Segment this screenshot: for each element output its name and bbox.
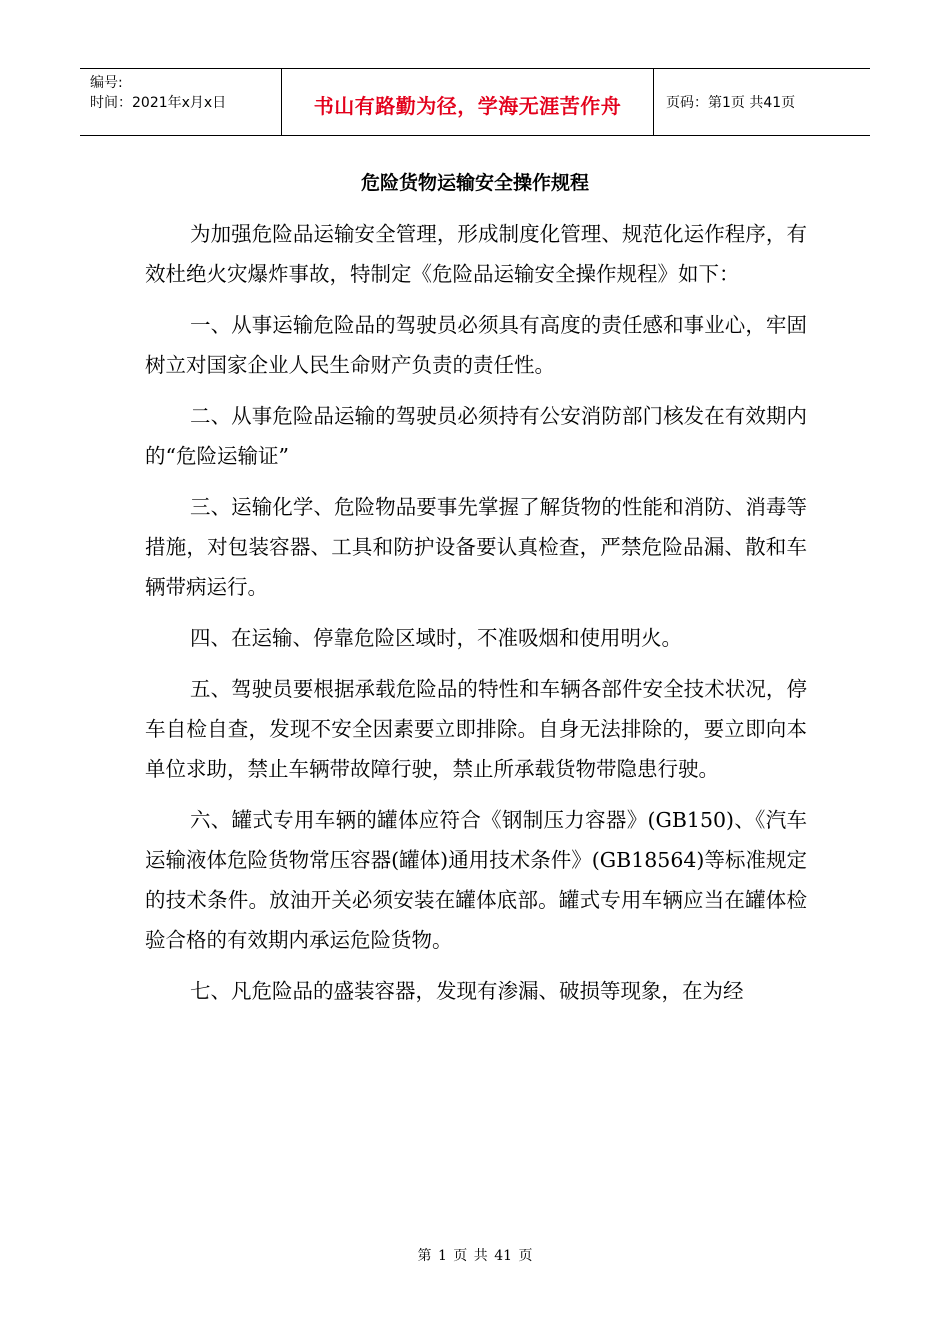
header-page-cell xyxy=(654,69,870,135)
paragraph-2: 二、从事危险品运输的驾驶员必须持有公安消防部门核发在有效期内的“危险运输证” xyxy=(145,404,807,468)
paragraph-6: 六、罐式专用车辆的罐体应符合《钢制压力容器》(GB150)、《汽车运输液体危险货物常压容器(罐体)通用技术条件》(GB18564)等标准规定的技术条件。放油开关必须安装在罐体底部。罐式专用车辆应当在罐体检验合格的有效期内承运危险货物。 xyxy=(145,808,807,952)
paragraph-4: 四、在运输、停靠危险区域时，不准吸烟和使用明火。 xyxy=(190,626,682,650)
number-label: 编号: xyxy=(90,75,123,91)
paragraph-5: 五、驾驶员要根据承载危险品的特性和车辆各部件安全技术状况，停车自检自查，发现不安全因素要立即排除。自身无法排除的，要立即向本单位求助，禁止车辆带故障行驶，禁止所承载货物带隐患行驶。 xyxy=(145,677,807,781)
header-page-info: 页码：第1页 共41页 xyxy=(666,95,796,111)
header-motto-cell xyxy=(281,69,654,135)
document-body xyxy=(145,214,807,1022)
date-label: 时间：2021年x月x日 xyxy=(90,95,227,111)
paragraph-3: 三、运输化学、危险物品要事先掌握了解货物的性能和消防、消毒等措施，对包装容器、工具和防护设备要认真检查，严禁危险品漏、散和车辆带病运行。 xyxy=(145,495,807,599)
paragraph-1: 一、从事运输危险品的驾驶员必须具有高度的责任感和事业心，牢固树立对国家企业人民生命财产负责的责任性。 xyxy=(145,313,807,377)
page-footer: 第 1 页 共 41 页 xyxy=(417,1248,533,1264)
document-title: 危险货物运输安全操作规程 xyxy=(360,172,589,194)
paragraph-7: 七、凡危险品的盛装容器，发现有渗漏、破损等现象，在为经 xyxy=(190,979,744,1003)
paragraph-intro: 为加强危险品运输安全管理，形成制度化管理、规范化运作程序，有效杜绝火灾爆炸事故，特制定《危险品运输安全操作规程》如下： xyxy=(145,222,807,286)
header-meta-cell xyxy=(80,69,281,135)
document-header xyxy=(80,68,870,136)
motto-text: 书山有路勤为径，学海无涯苦作舟 xyxy=(313,93,622,118)
